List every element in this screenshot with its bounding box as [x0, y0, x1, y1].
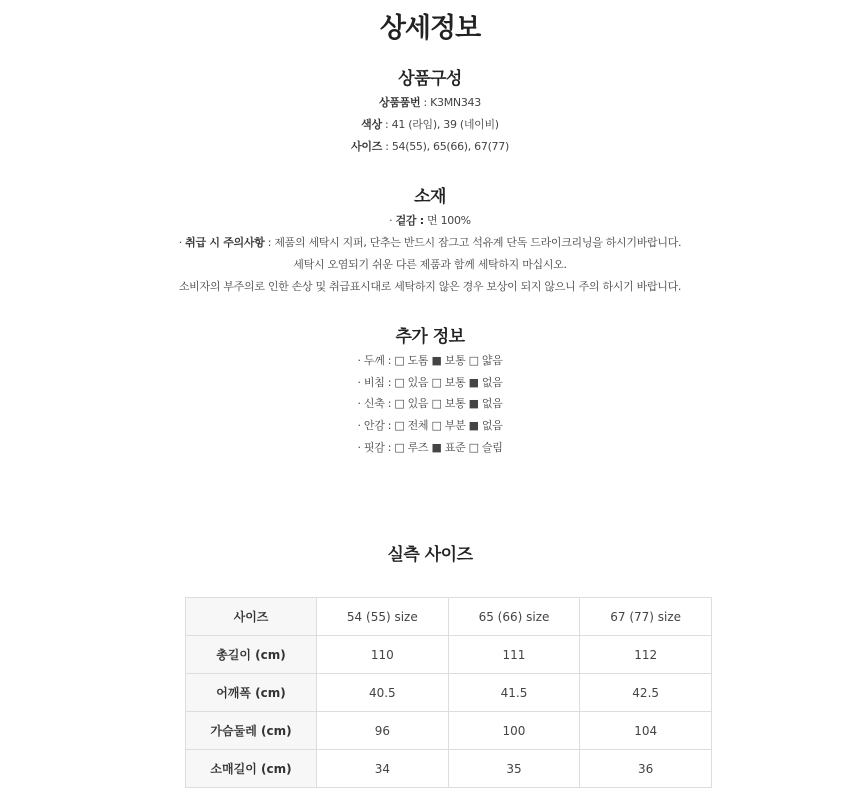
row-label-cell: 총길이 (cm)	[186, 636, 317, 674]
care-note-1: 세탁시 오염되기 쉬운 다른 제품과 함께 세탁하지 마십시오.	[293, 258, 567, 271]
material-title: 소재	[414, 187, 446, 207]
table-cell: 110	[317, 636, 449, 674]
table-cell: 42.5	[580, 674, 712, 712]
care-value: : 제품의 세탁시 지퍼, 단추는 반드시 잠그고 석유계 단독 드라이크리닝을 하시기바랍니다.	[264, 236, 682, 249]
size-value: : 54(55), 65(66), 67(77)	[382, 140, 509, 153]
thickness-line: · 두께 : □ 도톰 ■ 보통 □ 얇음	[357, 354, 503, 367]
fabric-value: 면 100%	[423, 214, 471, 227]
table-cell: 111	[448, 636, 580, 674]
table-cell: 34	[317, 750, 449, 788]
table-cell: 100	[448, 712, 580, 750]
extra-info-title: 추가 정보	[395, 327, 465, 347]
care-line	[0, 234, 860, 250]
table-cell: 104	[580, 712, 712, 750]
composition-title: 상품구성	[398, 69, 462, 89]
size-label: 사이즈	[351, 140, 383, 153]
sheerness-line: · 비침 : □ 있음 □ 보통 ■ 없음	[357, 376, 503, 389]
table-cell: 36	[580, 750, 712, 788]
page-title: 상세정보	[379, 13, 481, 44]
care-bullet: ·	[178, 236, 186, 249]
color-label: 색상	[361, 118, 382, 131]
table-cell: 41.5	[448, 674, 580, 712]
table-row	[186, 674, 712, 712]
table-header-cell: 54 (55) size	[317, 598, 449, 636]
care-label: 취급 시 주의사항	[185, 236, 265, 249]
care-note-2: 소비자의 부주의로 인한 손상 및 취급표시대로 세탁하지 않은 경우 보상이 되지 않으니 주의 하시기 바랍니다.	[178, 280, 682, 293]
table-row	[186, 712, 712, 750]
fabric-label: 겉감 :	[395, 214, 424, 227]
size-line	[0, 138, 860, 154]
color-value: : 41 (라임), 39 (네이비)	[381, 118, 499, 131]
table-row	[186, 636, 712, 674]
row-label-cell: 소매길이 (cm)	[186, 750, 317, 788]
table-cell: 96	[317, 712, 449, 750]
fabric-bullet: ·	[389, 214, 396, 227]
table-header-cell: 67 (77) size	[580, 598, 712, 636]
product-code-line	[0, 94, 860, 110]
table-cell: 40.5	[317, 674, 449, 712]
table-cell: 35	[448, 750, 580, 788]
row-label-cell: 가슴둘레 (cm)	[186, 712, 317, 750]
size-table-title: 실측 사이즈	[387, 545, 473, 565]
table-header-cell: 사이즈	[186, 598, 317, 636]
size-table	[185, 597, 712, 788]
product-code-label: 상품품번	[379, 96, 421, 109]
product-code-value: : K3MN343	[420, 96, 481, 109]
stretch-line: · 신축 : □ 있음 □ 보통 ■ 없음	[357, 397, 503, 410]
table-row	[186, 750, 712, 788]
table-header-row	[186, 598, 712, 636]
lining-line: · 안감 : □ 전체 □ 부분 ■ 없음	[357, 419, 503, 432]
table-cell: 112	[580, 636, 712, 674]
table-header-cell: 65 (66) size	[448, 598, 580, 636]
fit-line: · 핏감 : □ 루즈 ■ 표준 □ 슬림	[357, 441, 503, 454]
fabric-line	[0, 212, 860, 228]
color-line	[0, 116, 860, 132]
row-label-cell: 어깨폭 (cm)	[186, 674, 317, 712]
